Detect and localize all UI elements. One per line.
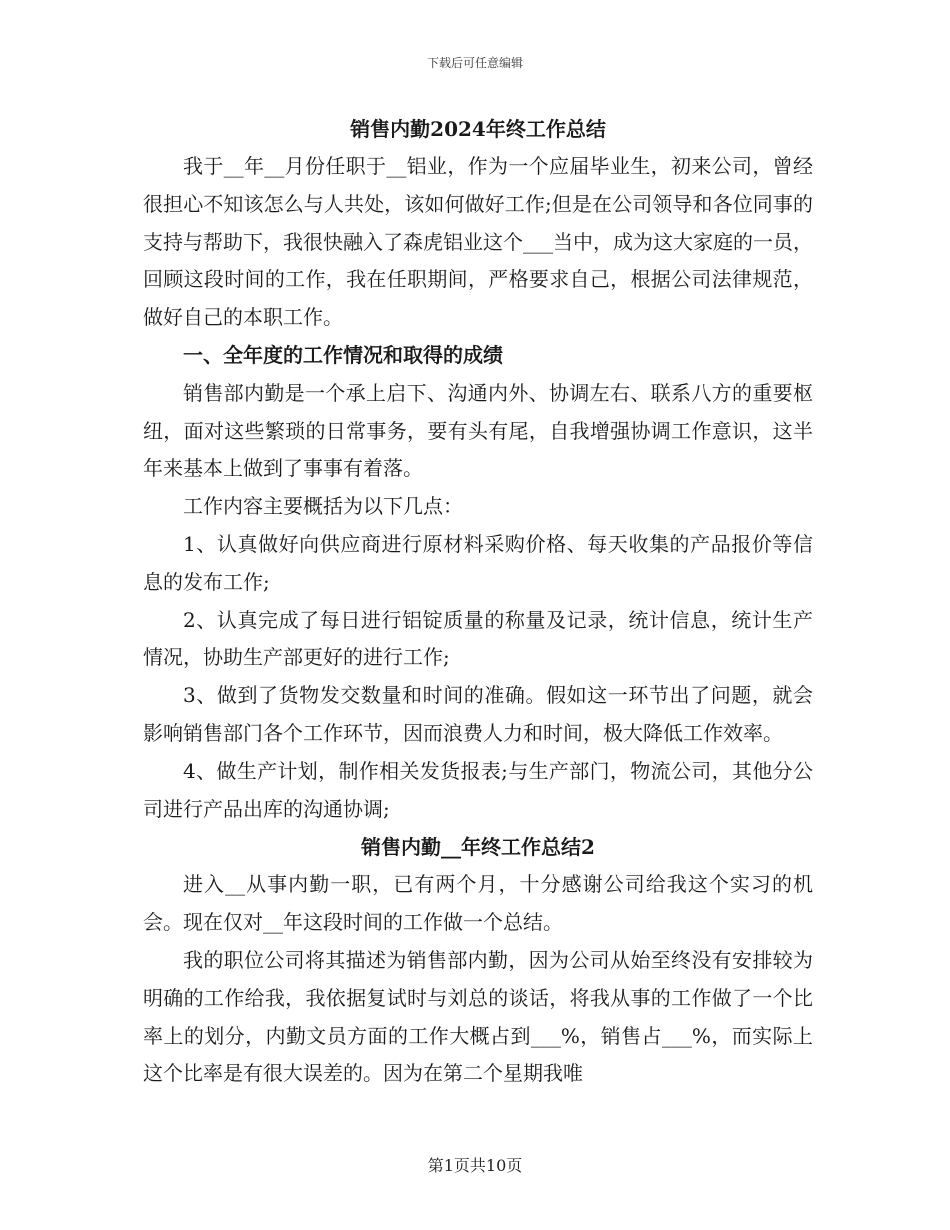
document-title: 销售内勤2024年终工作总结 [350, 117, 606, 141]
paragraph-role: 销售部内勤是一个承上启下、沟通内外、协调左右、联系八方的重要枢纽，面对这些繁琐的日常事务，要有头有尾，自我增强协调工作意识，这半年来基本上做到了事事有着落。 [143, 380, 813, 481]
page-header-note: 下载后可任意编辑 [426, 56, 523, 70]
section-heading-achievements: 一、全年度的工作情况和取得的成绩 [183, 342, 503, 367]
list-item-3: 3、做到了货物发交数量和时间的准确。假如这一环节出了问题，就会影响销售部门各个工作环节，因而浪费人力和时间，极大降低工作效率。 [143, 683, 813, 745]
document-title-2: 销售内勤__年终工作总结2 [361, 835, 595, 860]
document-body [143, 110, 813, 1093]
paragraph-summary-intro: 工作内容主要概括为以下几点： [183, 494, 463, 519]
list-item-4: 4、做生产计划，制作相关发货报表;与生产部门，物流公司，其他分公司进行产品出库的沟通协调; [143, 758, 813, 821]
paragraph-2-role: 我的职位公司将其描述为销售部内勤，因为公司从始至终没有安排较为明确的工作给我，我依据复试时与刘总的谈话，将我从事的工作做了一个比率上的划分，内勤文员方面的工作大概占到___%，销售占___%，而实际上这个比率是有很大误差的。因为在第二个星期我唯 [143, 947, 813, 1086]
list-item-2: 2、认真完成了每日进行铝锭质量的称量及记录，统计信息，统计生产情况，协助生产部更好的进行工作; [143, 607, 813, 670]
paragraph-intro: 我于__年__月份任职于__铝业，作为一个应届毕业生，初来公司，曾经很担心不知该怎么与人共处，该如何做好工作;但是在公司领导和各位同事的支持与帮助下，我很快融入了森虎铝业这个___当中，成为这大家庭的一员，回顾这段时间的工作，我在任职期间，严格要求自己，根据公司法律规范，做好自己的本职工作。 [143, 154, 813, 330]
page-number: 第1页共10页 [427, 1156, 523, 1175]
list-item-1: 1、认真做好向供应商进行原材料采购价格、每天收集的产品报价等信息的发布工作; [143, 531, 813, 594]
paragraph-2-intro: 进入__从事内勤一职，已有两个月，十分感谢公司给我这个实习的机会。现在仅对__年这段时间的工作做一个总结。 [143, 872, 813, 935]
